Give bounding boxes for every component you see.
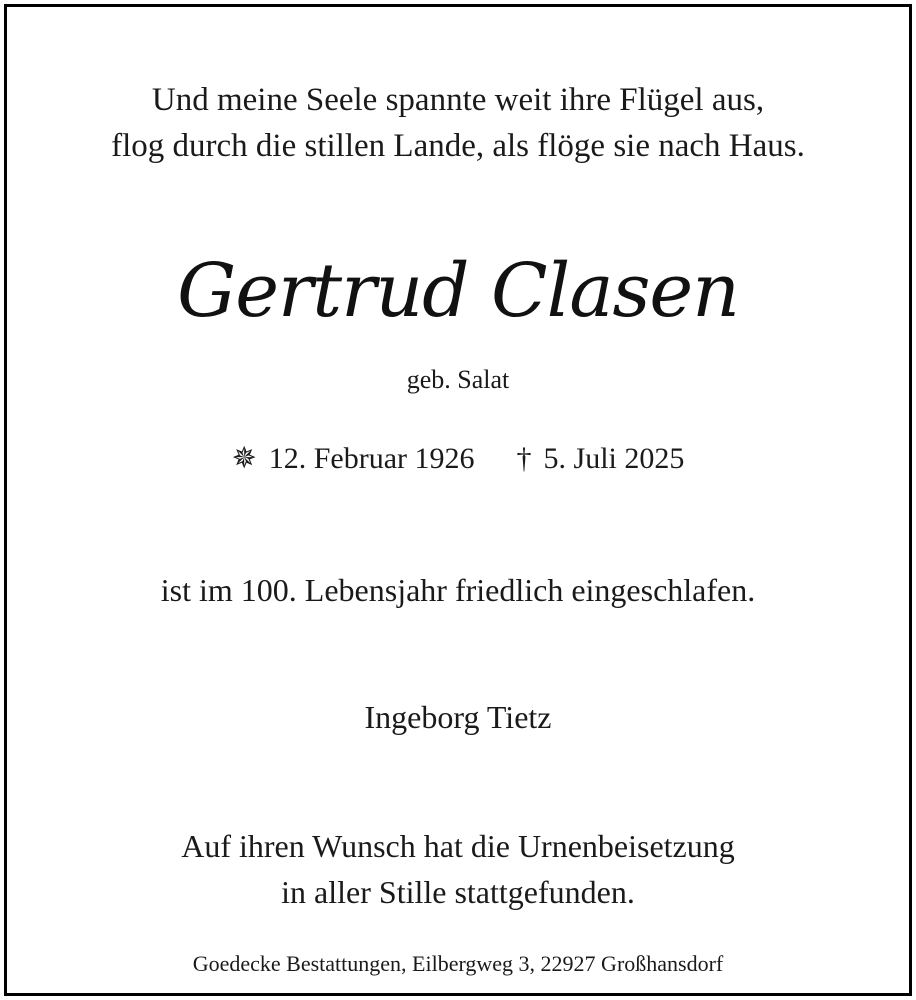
undertaker-address: Goedecke Bestattungen, Eilbergweg 3, 22927 Großhansdorf [192, 951, 724, 976]
death-cross-icon: † [516, 442, 532, 475]
maiden-name: geb. Salat [406, 365, 510, 394]
note-line-2: in aller Stille stattgefunden. [281, 874, 635, 910]
mourner-name: Ingeborg Tietz [364, 699, 552, 735]
statement-text: ist im 100. Lebensjahr friedlich eingeschlafen. [160, 572, 756, 608]
life-dates [7, 439, 909, 479]
obituary-frame [4, 4, 912, 996]
death-date: 5. Juli 2025 [543, 442, 685, 475]
poem-line-1: Und meine Seele spannte weit ihre Flügel aus, [151, 82, 765, 118]
birth-star-icon: ✵ [231, 442, 257, 475]
poem-line-2: flog durch die stillen Lande, als flöge sie nach Haus. [111, 128, 805, 164]
deceased-name: Gertrud Clasen [177, 248, 739, 334]
note-line-1: Auf ihren Wunsch hat die Urnenbeisetzung [181, 828, 735, 864]
birth-date: 12. Februar 1926 [268, 442, 475, 475]
